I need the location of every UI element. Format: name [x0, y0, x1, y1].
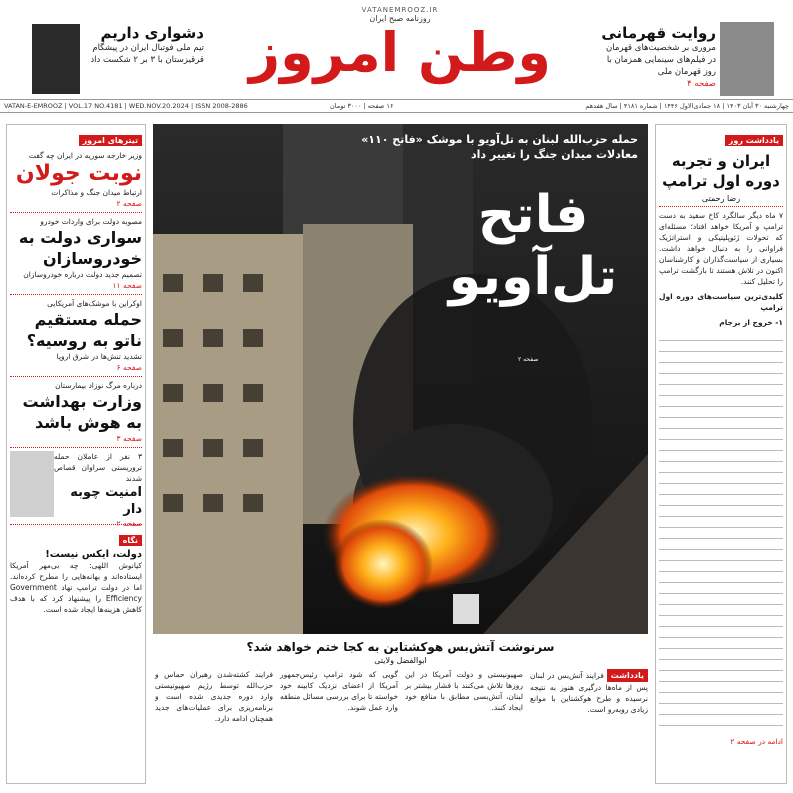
note-text: کیانوش اللهی: چه بی‌مهر آمریکا ایستاده‌اند و بهانه‌هایی را مطرح کرده‌اند. اما در دولت ترامپ نهاد Government Efficiency را پیشنهاد کرد که با هدف کاهش هزینه‌ها ایجاد شده است. [10, 561, 142, 614]
headline-title-1: نوبت جولان [15, 161, 142, 186]
bottom-title[interactable]: سرنوشت آتش‌بس هوکشتاین به کجا ختم خواهد شد؟ [246, 640, 555, 654]
bottom-author: ابوالفضل ولایتی [374, 656, 427, 665]
tagline: روزنامه صبح ایران [369, 14, 431, 23]
headline-item-4[interactable]: درباره مرگ نوزاد بیمارستان وزارت بهداشت به هوش باشد صفحه ۳ [10, 380, 142, 444]
right-teaser-title: روایت قهرمانی [601, 24, 716, 42]
info-bar-right: چهارشنبه ۳۰ آبان ۱۴۰۳ | ۱۸ جمادی‌الاول ۱۴۴۶ | شماره ۴۱۸۱ | سال هفدهم [585, 102, 789, 110]
headline-title-5: امنیت چوبه دار [70, 485, 142, 517]
editorial-section-title: ۱- خروج از برجام [719, 318, 783, 327]
headline-item-5[interactable]: ۳ نفر از عاملان حمله تروریستی سراوان قصاص شدند امنیت چوبه دار صفحه ۲ [10, 451, 142, 521]
hero-title-line-1: فاتح [477, 185, 589, 245]
hero-kicker: حمله حزب‌الله لبنان به تل‌آویو با موشک «فاتح ۱۱۰» معادلات میدان جنگ را تغییر داد [361, 133, 638, 161]
headline-item-2[interactable]: مصوبه دولت برای واردات خودرو سواری دولت به خودروسازان تصمیم جدید دولت درباره خودروسازان صفحه ۱۱ [10, 216, 142, 291]
note-title: دولت، ایکس نیست! [45, 549, 142, 560]
hero-title-line-2: تل‌آویو [448, 247, 618, 307]
bottom-col-4: یادداشت فرایند آتش‌بس در لبنان پس از ماه‌ها درگیری هنوز به نتیجه نرسیده و طرح هوکشتاین با موانع زیادی روبه‌رو است. [530, 671, 648, 714]
newspaper-name: وطن امروز [248, 21, 551, 84]
right-teaser-page: صفحه ۴ [687, 79, 716, 89]
hero-photo[interactable] [153, 124, 648, 634]
headline-title-4: وزارت بهداشت به هوش باشد [22, 392, 142, 432]
bottom-article [153, 640, 648, 791]
headlines-label: تیترهای امروز [79, 135, 142, 146]
left-teaser-title: دشواری داریم [100, 24, 204, 42]
bottom-col-1: فرایند کشته‌شدن رهبران حماس و حزب‌الله توسط رژیم صهیونیستی وارد دوره جدیدی شده است و برنامه‌ریزی برای عملیات‌های جدید همچنان ادامه دارد. [155, 670, 273, 723]
note-box[interactable] [10, 528, 142, 615]
hero-title [443, 184, 623, 308]
left-teaser-photo [32, 24, 80, 94]
headline-item-1[interactable]: وزیر خارجه سوریه در ایران چه گفت نوبت جولان ارتباط میدان جنگ و مذاکرات صفحه ۲ [10, 150, 142, 209]
bottom-col-2: گویی که شود ترامپ رئیس‌جمهور آمریکا از اعضای نزدیک کابینه خود خواسته تا برای بررسی مسائل منطقه وارد عمل شوند. [280, 670, 398, 712]
site-url: VATANEMROOZ.IR [361, 6, 439, 14]
right-teaser-text: مروری بر شخصیت‌های قهرمان در فیلم‌های سینمایی همزمان با روز قهرمان ملی [606, 43, 716, 77]
editorial-column [655, 124, 787, 784]
right-teaser[interactable] [596, 24, 716, 90]
editorial-title[interactable]: ایران و تجربه دوره اول ترامپ [662, 152, 780, 190]
masthead [0, 0, 793, 112]
left-teaser[interactable] [84, 24, 204, 66]
headline-title-2: سواری دولت به خودروسازان [18, 228, 142, 268]
info-bar-center: ۱۶ صفحه | ۳۰۰۰ تومان [330, 102, 394, 110]
headline-item-3[interactable]: اوکراین با موشک‌های آمریکایی حمله مستقیم ناتو به روسیه؟ تشدید تنش‌ها در شرق اروپا صفحه ۶ [10, 298, 142, 373]
editorial-paragraph-1: ۷ ماه دیگر سالگرد کاخ سفید به دست ترامپ و آمریکا خواهد افتاد؛ مسئله‌ای که تحولات ژئوپلیتیکی و استراتژیک فراوانی را به دنبال خواهد داشت. بسیاری از سیاست‌گذاران و کارشناسان اکنون در تلاش هستند تا بازگشت ترامپ را تحلیل کنند. [659, 211, 783, 286]
logo[interactable] [210, 6, 590, 98]
note-label: نگاه [119, 535, 142, 546]
left-teaser-text: تیم ملی فوتبال ایران در پیشگام قرقیزستان با ۳ بر ۲ شکست داد [90, 43, 204, 65]
info-bar-left: VATAN-E-EMROOZ | VOL.17 NO.4181 | WED.NOV.20.2024 | ISSN 2008-2886 [4, 102, 248, 110]
info-bar [0, 99, 793, 113]
editorial-label: یادداشت روز [725, 135, 783, 146]
bottom-label: یادداشت [607, 669, 648, 682]
hero-page: صفحه ۲ [518, 356, 539, 363]
noose-photo [10, 451, 54, 517]
headline-title-3: حمله مستقیم ناتو به روسیه؟ [26, 310, 142, 350]
headlines-column [6, 124, 146, 784]
bottom-col-3: صهیونیستی و دولت آمریکا در این روزها تلاش می‌کنند با فشار بیشتر بر لبنان، آتش‌بسی مطابق با منافع خود ایجاد کنند. [405, 670, 523, 712]
editorial-author: رضا رحمتی [701, 194, 741, 203]
editorial-subhead: کلیدی‌ترین سیاست‌های دوره اول ترامپ [659, 292, 783, 312]
editorial-more[interactable]: ادامه در صفحه ۲ [730, 737, 783, 746]
right-teaser-photo [720, 22, 774, 96]
